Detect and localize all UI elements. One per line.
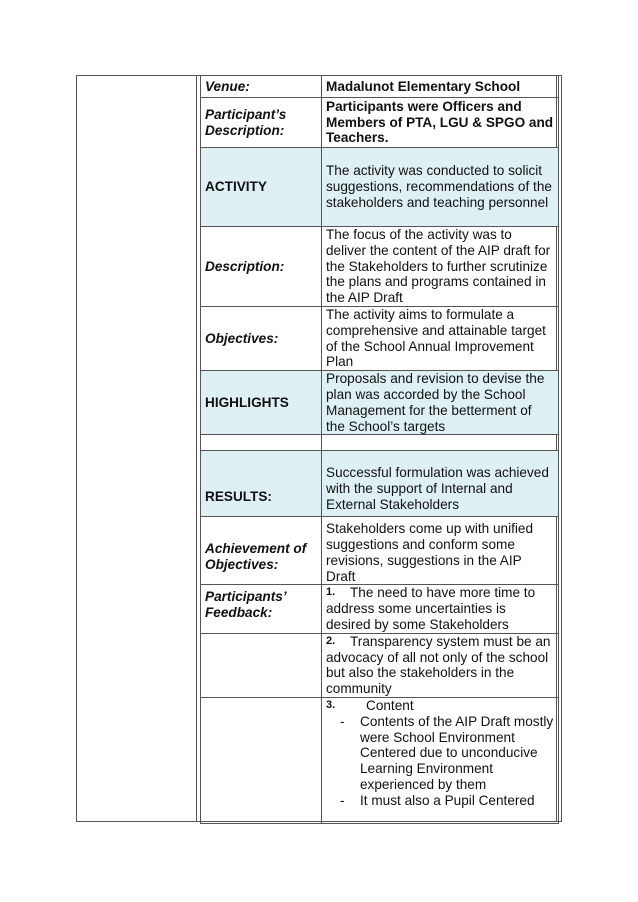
- feedback-text-3: Content: [366, 697, 414, 713]
- highlights-row: [201, 371, 559, 435]
- feedback-sublist: [326, 714, 554, 809]
- column-divider: [196, 75, 197, 821]
- results-row: [201, 451, 559, 517]
- spacer-cell: [201, 435, 322, 451]
- feedback-item-1: [322, 585, 559, 633]
- feedback-row-2: [201, 633, 559, 697]
- feedback-item-2: [322, 633, 559, 697]
- feedback-row: [201, 585, 559, 633]
- spacer-row: [201, 435, 559, 451]
- feedback-num-3: 3.: [326, 698, 336, 711]
- report-table: [200, 75, 559, 824]
- highlights-value: Proposals and revision to devise the plan was accorded by the School Management for the betterment of the School’s targets: [322, 371, 559, 435]
- empty-cell: [201, 697, 322, 823]
- spacer-cell: [322, 435, 559, 451]
- objectives-label: Objectives:: [201, 306, 322, 370]
- description-value: The focus of the activity was to deliver the content of the AIP draft for the Stakeholders to further scrutinize the plans and programs contained in the AIP Draft: [322, 227, 559, 307]
- activity-value: The activity was conducted to solicit suggestions, recommendations of the stakeholders and teaching personnel: [322, 148, 559, 227]
- feedback-row-3: [201, 697, 559, 823]
- description-row: [201, 227, 559, 307]
- feedback-subitem: - Contents of the AIP Draft mostly were School Environment Centered due to unconducive Learning Environment experienced by them: [338, 714, 554, 793]
- feedback-subitem: - It must also a Pupil Centered: [338, 793, 554, 809]
- participants-row: [201, 98, 559, 148]
- empty-cell: [201, 633, 322, 697]
- participants-value: Participants were Officers and Members of PTA, LGU & SPGO and Teachers.: [322, 98, 559, 148]
- achievement-value: Stakeholders come up with unified suggestions and conform some revisions, suggestions in the AIP Draft: [322, 517, 559, 585]
- feedback-num-2: 2.: [326, 634, 336, 647]
- objectives-row: [201, 306, 559, 370]
- venue-label: Venue:: [201, 76, 322, 98]
- objectives-value: The activity aims to formulate a comprehensive and attainable target of the School Annual Improvement Plan: [322, 306, 559, 370]
- feedback-item-3: [322, 697, 559, 823]
- feedback-label: Participants’ Feedback:: [201, 585, 322, 633]
- venue-row: [201, 76, 559, 98]
- achievement-label: Achievement of Objectives:: [201, 517, 322, 585]
- highlights-label: HIGHLIGHTS: [201, 371, 322, 435]
- feedback-text-1: The need to have more time to address some uncertainties is desired by some Stakeholders: [326, 585, 536, 632]
- results-label: RESULTS:: [201, 451, 322, 517]
- activity-row: [201, 148, 559, 227]
- venue-value: Madalunot Elementary School: [322, 76, 559, 98]
- feedback-text-2: Transparency system must be an advocacy of all not only of the school but also the stakeholders in the community: [326, 633, 551, 697]
- description-label: Description:: [201, 227, 322, 307]
- participants-label: Participant’s Description:: [201, 98, 322, 148]
- feedback-num-1: 1.: [326, 586, 336, 599]
- achievement-row: [201, 517, 559, 585]
- activity-label: ACTIVITY: [201, 148, 322, 227]
- results-value: Successful formulation was achieved with the support of Internal and External Stakeholders: [322, 451, 559, 517]
